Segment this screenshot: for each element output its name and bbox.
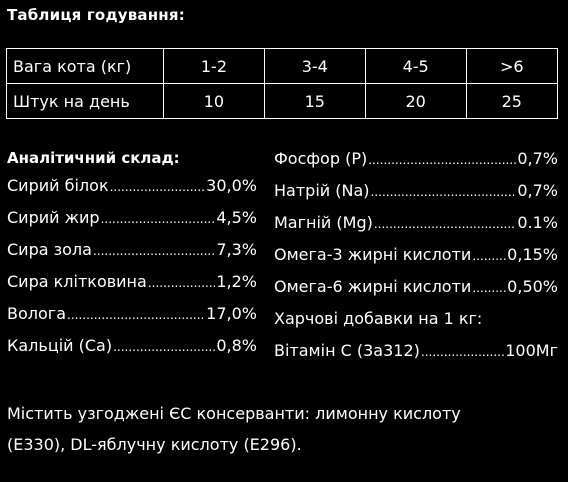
analysis-value: 17,0% [206, 304, 257, 323]
weight-range-cell: 4-5 [365, 49, 466, 84]
analysis-value: 0,7% [517, 181, 558, 200]
pieces-cell: 20 [365, 84, 466, 119]
additive-row [274, 335, 558, 367]
analysis-value: 0,50% [507, 277, 558, 296]
dot-leader [421, 336, 504, 368]
analysis-label: Магній (Mg) [274, 213, 373, 232]
analysis-value: 0.1% [517, 213, 558, 232]
analysis-row [274, 271, 558, 303]
feeding-table [6, 48, 558, 119]
dot-leader [113, 331, 215, 363]
dot-leader [371, 176, 517, 208]
dot-leader [101, 203, 216, 235]
preservatives-line: (Е330), DL-яблучну кислоту (Е296). [7, 435, 302, 454]
analysis-label: Сирий жир [7, 208, 100, 227]
dot-leader [93, 235, 215, 267]
dot-leader [374, 208, 516, 240]
analysis-label: Кальцій (Са) [7, 336, 113, 355]
analysis-row [7, 202, 257, 234]
analysis-row [274, 143, 558, 175]
analysis-row [274, 207, 558, 239]
pieces-cell: 10 [164, 84, 265, 119]
pieces-cell: 25 [466, 84, 557, 119]
analysis-row [7, 330, 257, 362]
analysis-label: Сира клітковина [7, 272, 147, 291]
feeding-table-value-row [7, 84, 558, 119]
feeding-table-title: Таблиця годування: [7, 6, 185, 24]
analysis-row [7, 170, 257, 202]
dot-leader [368, 144, 516, 176]
analysis-heading: Аналітичний склад: [7, 149, 180, 167]
weight-range-cell: >6 [466, 49, 557, 84]
analysis-left-column [7, 146, 257, 362]
additive-value: 100Мг [505, 341, 558, 360]
weight-range-cell: 1-2 [164, 49, 265, 84]
analysis-row [7, 234, 257, 266]
pieces-cell: 15 [264, 84, 365, 119]
preservatives-line: Містить узгоджені ЄС консерванти: лимонну кислоту [7, 404, 461, 423]
analysis-value: 0,8% [216, 336, 257, 355]
analysis-right-column [274, 143, 558, 367]
analysis-label: Сирий білок [7, 176, 109, 195]
analysis-label: Натрій (Na) [274, 181, 370, 200]
analysis-label: Омега-6 жирні кислоти [274, 277, 472, 296]
analysis-row [7, 266, 257, 298]
dot-leader [472, 240, 506, 272]
weight-range-cell: 3-4 [264, 49, 365, 84]
additive-label: Вітамін С (3а312) [274, 341, 420, 360]
analysis-value: 0,15% [507, 245, 558, 264]
analysis-label: Фосфор (Р) [274, 149, 368, 168]
analysis-value: 30,0% [206, 176, 257, 195]
additives-heading: Харчові добавки на 1 кг: [274, 309, 483, 328]
dot-leader [148, 267, 216, 299]
analysis-row [7, 298, 257, 330]
dot-leader [472, 272, 506, 304]
analysis-value: 7,3% [216, 240, 257, 259]
feeding-table-header-row [7, 49, 558, 84]
preservatives-note [7, 398, 562, 460]
analysis-row [274, 239, 558, 271]
analysis-value: 4,5% [216, 208, 257, 227]
dot-leader [67, 299, 205, 331]
analysis-label: Омега-3 жирні кислоти [274, 245, 472, 264]
analysis-label: Сира зола [7, 240, 92, 259]
analysis-value: 1,2% [216, 272, 257, 291]
pieces-per-day-label: Штук на день [7, 84, 164, 119]
analysis-value: 0,7% [517, 149, 558, 168]
cat-weight-label: Вага кота (кг) [7, 49, 164, 84]
analysis-row [274, 175, 558, 207]
analysis-label: Волога [7, 304, 66, 323]
dot-leader [110, 171, 206, 203]
